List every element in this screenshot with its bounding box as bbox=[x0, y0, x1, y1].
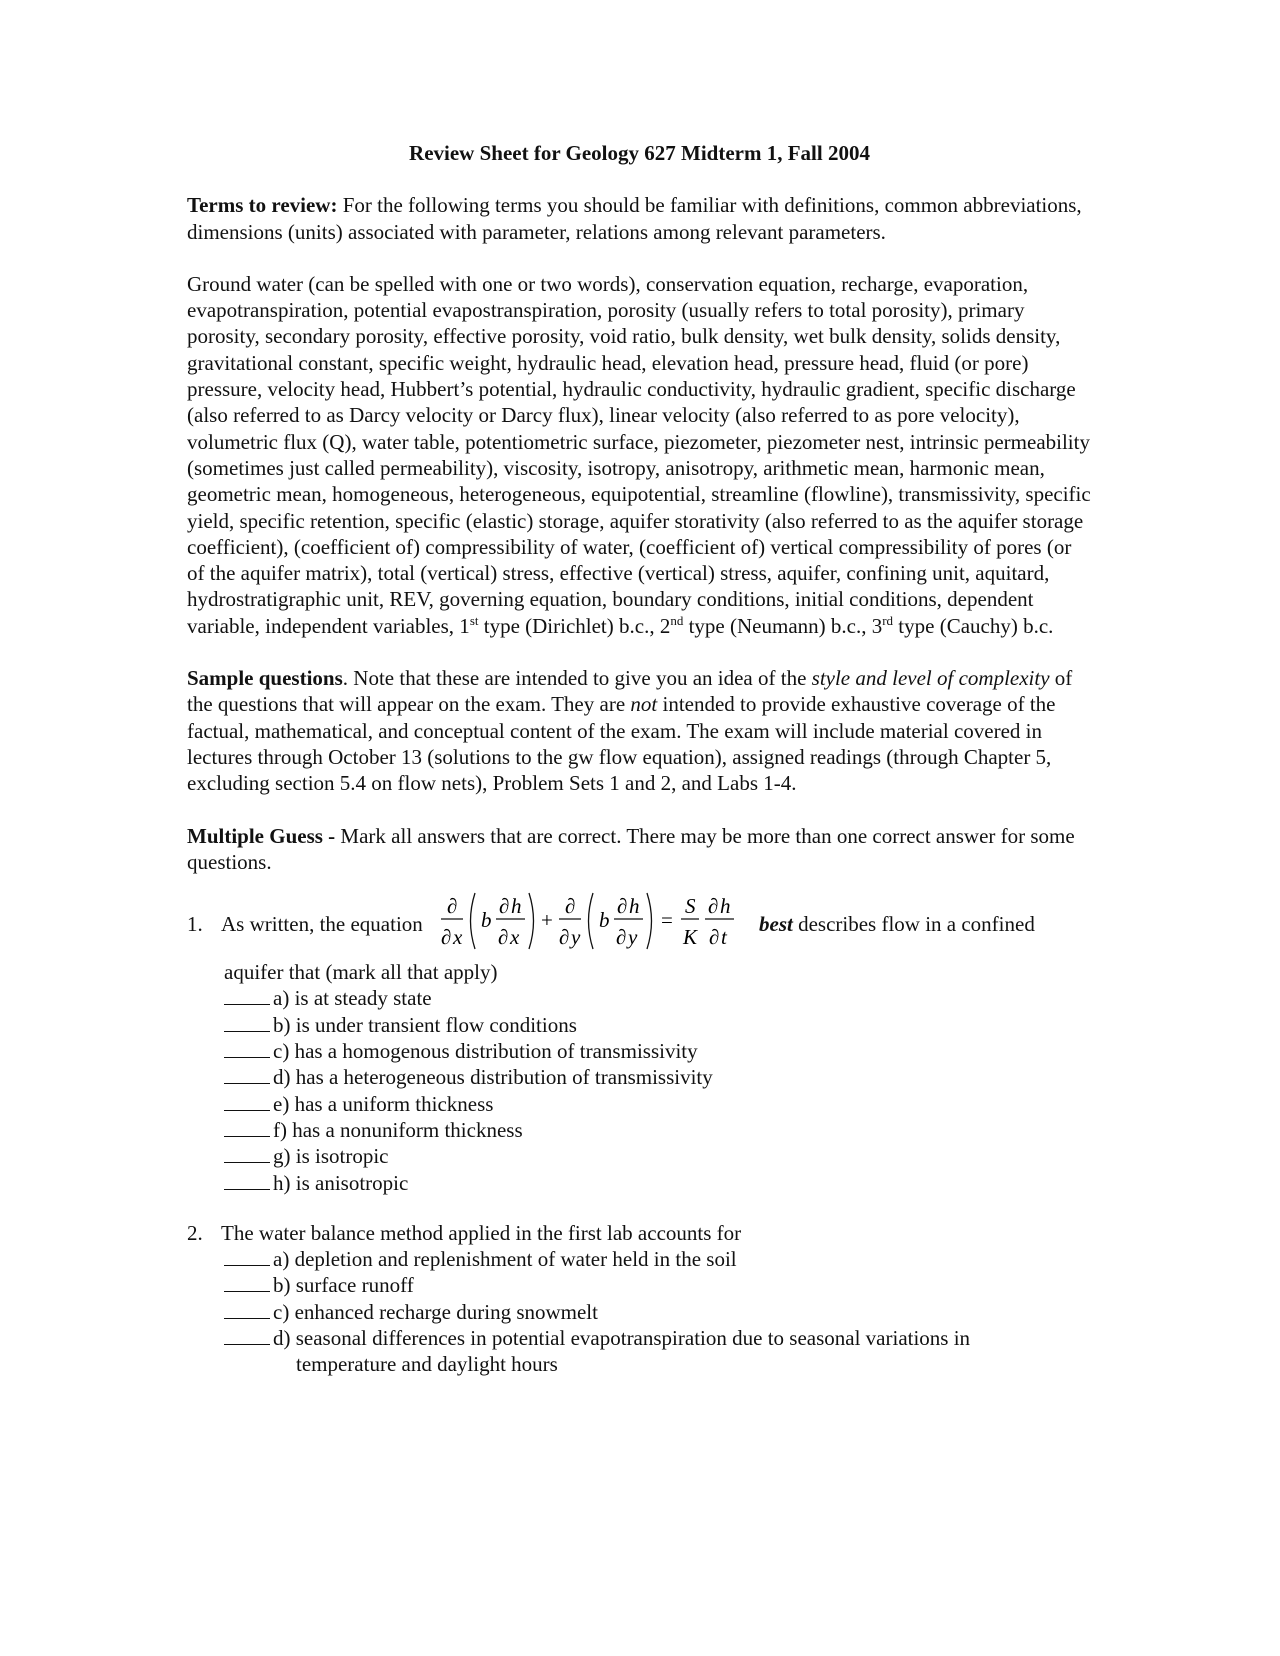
eq-plus: + bbox=[541, 908, 553, 933]
terms-list-part2: type (Dirichlet) b.c., 2 bbox=[478, 613, 671, 638]
answer-blank[interactable] bbox=[224, 1172, 270, 1190]
answer-blank[interactable] bbox=[224, 1145, 270, 1163]
option-b-text: b) is under transient flow conditions bbox=[273, 1012, 577, 1037]
q2-option-b-text: b) surface runoff bbox=[273, 1273, 414, 1298]
answer-blank[interactable] bbox=[224, 1040, 270, 1058]
multiple-guess-heading: Multiple Guess - bbox=[187, 823, 336, 848]
question-1-number: 1. bbox=[187, 912, 203, 937]
multiple-guess-text: Mark all answers that are correct. There may be more than one correct answer for some questions. bbox=[187, 823, 1075, 874]
q2-option-a-text: a) depletion and replenishment of water held in the soil bbox=[273, 1247, 737, 1272]
document-page bbox=[187, 140, 1092, 1378]
question-2-option bbox=[187, 1272, 1092, 1298]
terms-list bbox=[187, 271, 1092, 639]
answer-blank[interactable] bbox=[224, 1327, 270, 1345]
q2-option-d-continuation: temperature and daylight hours bbox=[296, 1352, 558, 1377]
question-2-text: The water balance method applied in the first lab accounts for bbox=[221, 1220, 742, 1245]
sample-emphasis-style: style and level of complexity bbox=[811, 666, 1050, 691]
terms-list-part3: type (Neumann) b.c., 3 bbox=[683, 613, 883, 638]
eq-y-2: y bbox=[628, 925, 638, 950]
question-1-option bbox=[187, 1143, 1092, 1169]
option-a-text: a) is at steady state bbox=[273, 986, 432, 1011]
option-c-text: c) has a homogenous distribution of transmissivity bbox=[273, 1039, 698, 1064]
terms-intro bbox=[187, 192, 1092, 245]
multiple-guess-paragraph bbox=[187, 823, 1092, 876]
eq-partial-8: ∂ bbox=[616, 925, 627, 950]
eq-h-2: h bbox=[629, 894, 640, 919]
eq-x-2: x bbox=[510, 925, 520, 950]
eq-partial-10: ∂ bbox=[709, 925, 720, 950]
question-1-best: best bbox=[759, 912, 793, 937]
superscript-nd: nd bbox=[670, 612, 684, 628]
eq-partial-6: ∂ bbox=[559, 925, 570, 950]
question-1-lead bbox=[187, 911, 423, 937]
eq-b-2: b bbox=[599, 908, 610, 933]
option-f-text: f) has a nonuniform thickness bbox=[273, 1117, 523, 1142]
superscript-rd: rd bbox=[882, 612, 894, 628]
eq-b-1: b bbox=[481, 908, 492, 933]
eq-equals: = bbox=[661, 908, 673, 933]
question-2-option bbox=[187, 1246, 1092, 1272]
option-g-text: g) is isotropic bbox=[273, 1144, 389, 1169]
option-d-text: d) has a heterogeneous distribution of transmissivity bbox=[273, 1065, 713, 1090]
terms-intro-text: For the following terms you should be familiar with definitions, common abbreviations, dimensions (units) associated with parameter, relations among relevant parameters. bbox=[187, 193, 1082, 244]
terms-heading: Terms to review: bbox=[187, 193, 338, 218]
question-1-option bbox=[187, 1117, 1092, 1143]
eq-partial-7: ∂ bbox=[617, 894, 628, 919]
answer-blank[interactable] bbox=[224, 1274, 270, 1292]
answer-blank[interactable] bbox=[224, 1301, 270, 1319]
question-2-number: 2. bbox=[187, 1220, 203, 1245]
answer-blank[interactable] bbox=[224, 1119, 270, 1137]
eq-x-1: x bbox=[453, 925, 463, 950]
governing-equation bbox=[441, 883, 756, 963]
sample-text-1: . Note that these are intended to give you an idea of the bbox=[342, 666, 812, 691]
option-h-text: h) is anisotropic bbox=[273, 1170, 409, 1195]
option-e-text: e) has a uniform thickness bbox=[273, 1091, 494, 1116]
question-1-option bbox=[187, 1064, 1092, 1090]
sample-emphasis-not: not bbox=[630, 692, 658, 717]
question-1-trail bbox=[759, 911, 1035, 937]
sample-questions-heading: Sample questions bbox=[187, 666, 343, 691]
question-2-line bbox=[187, 1220, 1092, 1246]
eq-partial-4: ∂ bbox=[498, 925, 509, 950]
sample-text-2: of the questions that will appear on the exam. They are bbox=[187, 666, 1073, 717]
question-1-option bbox=[187, 985, 1092, 1011]
q2-option-d-text: d) seasonal differences in potential evapotranspiration due to seasonal variations in bbox=[273, 1325, 971, 1350]
question-1-lead-text: As written, the equation bbox=[221, 912, 423, 937]
eq-partial-9: ∂ bbox=[708, 894, 719, 919]
question-1-option bbox=[187, 1038, 1092, 1064]
eq-partial-1: ∂ bbox=[447, 894, 458, 919]
eq-partial-5: ∂ bbox=[565, 894, 576, 919]
eq-t: t bbox=[721, 925, 727, 950]
eq-h-1: h bbox=[511, 894, 522, 919]
sample-questions-paragraph bbox=[187, 665, 1092, 796]
question-1-option bbox=[187, 1012, 1092, 1038]
answer-blank[interactable] bbox=[224, 987, 270, 1005]
answer-blank[interactable] bbox=[224, 1066, 270, 1084]
superscript-st: st bbox=[469, 612, 479, 628]
page-title: Review Sheet for Geology 627 Midterm 1, Fall 2004 bbox=[409, 141, 870, 165]
terms-list-part4: type (Cauchy) b.c. bbox=[893, 613, 1054, 638]
eq-y-1: y bbox=[571, 925, 581, 950]
answer-blank[interactable] bbox=[224, 1093, 270, 1111]
question-1-continuation: aquifer that (mark all that apply) bbox=[224, 960, 498, 985]
question-1-option bbox=[187, 1091, 1092, 1117]
question-1-line bbox=[187, 889, 1092, 961]
eq-partial-2: ∂ bbox=[441, 925, 452, 950]
eq-h-3: h bbox=[720, 894, 731, 919]
answer-blank[interactable] bbox=[224, 1248, 270, 1266]
question-2-option bbox=[187, 1299, 1092, 1325]
question-2-option bbox=[187, 1325, 1092, 1351]
answer-blank[interactable] bbox=[224, 1014, 270, 1032]
eq-S: S bbox=[685, 894, 696, 919]
q2-option-c-text: c) enhanced recharge during snowmelt bbox=[273, 1299, 598, 1324]
eq-K: K bbox=[683, 925, 698, 950]
sample-text-3: intended to provide exhaustive coverage of the factual, mathematical, and conceptual content of the exam. The exam will include material covered in lectures through October 13 (solutions to the gw flow equation), assigned readings (through Chapter 5, excluding section 5.4 on flow nets), Problem Sets 1 and 2, and Labs 1-4. bbox=[187, 692, 1056, 796]
question-1-trail-text: describes flow in a confined bbox=[792, 912, 1035, 937]
terms-list-part1: Ground water (can be spelled with one or two words), conservation equation, recharge, evaporation, evapotranspiration, potential evapostranspiration, porosity (usually refers to total porosity), primary porosity, secondary porosity, effective porosity, void ratio, bulk density, wet bulk density, solids density, gravitational constant, specific weight, hydraulic head, elevation head, pressure head, fluid (or pore) pressure, velocity head, Hubbert’s potential, hydraulic conductivity, hydraulic gradient, specific discharge (also referred to as Darcy velocity or Darcy flux), linear velocity (also referred to as pore velocity), volumetric flux (Q), water table, potentiometric surface, piezometer, piezometer nest, intrinsic permeability (sometimes just called permeability), viscosity, isotropy, anisotropy, arithmetic mean, harmonic mean, geometric mean, homogeneous, heterogeneous, equipotential, streamline (flowline), transmissivity, specific yield, specific retention, specific (elastic) storage, aquifer storativity (also referred to as the aquifer storage coefficient), (coefficient of) compressibility of water, (coefficient of) vertical compressibility of pores (or of the aquifer matrix), total (vertical) stress, effective (vertical) stress, aquifer, confining unit, aquitard, hydrostratigraphic unit, REV, governing equation, boundary conditions, initial conditions, dependent variable, independent variables, 1 bbox=[187, 271, 1091, 638]
question-1-option bbox=[187, 1170, 1092, 1196]
eq-partial-3: ∂ bbox=[499, 894, 510, 919]
